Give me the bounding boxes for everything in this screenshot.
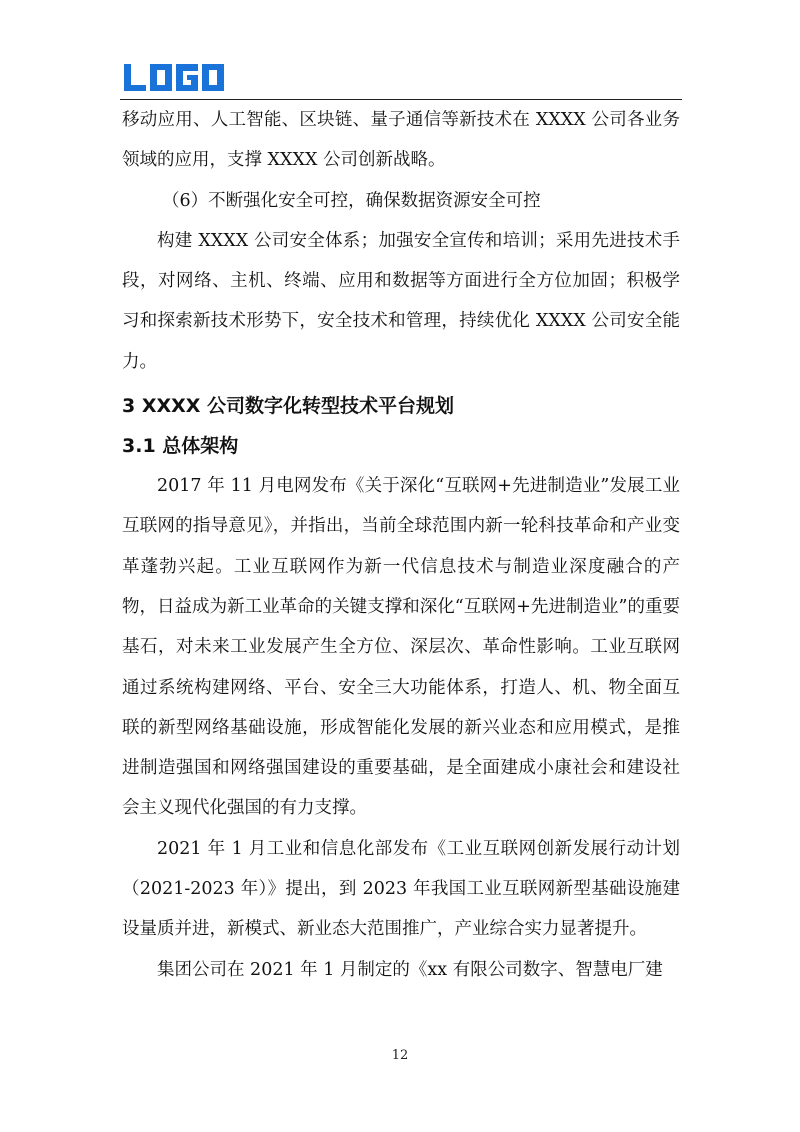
paragraph-group-company: 集团公司在 2021 年 1 月制定的《xx 有限公司数字、智慧电厂建 (157, 959, 663, 980)
document-body (122, 100, 680, 990)
paragraph-2021-plan: 2021 年 1 月工业和信息化部发布《工业互联网创新发展行动计划（2021-2023 年）》提出，到 2023 年我国工业互联网新型基础设施建设量质并进，新模式、新业态大范围推广，产业综合实力显著提升。 (122, 838, 680, 940)
section-heading-3: 3 XXXX 公司数字化转型技术平台规划 (122, 395, 455, 418)
paragraph-security: 构建 XXXX 公司安全体系；加强安全宣传和培训；采用先进技术手段，对网络、主机、终端、应用和数据等方面进行全方位加固；积极学习和探索新技术形势下，安全技术和管理，持续优化 XXXX 公司安全能力。 (122, 230, 680, 372)
logo-image (122, 58, 232, 98)
subheading-6: （6）不断强化安全可控，确保数据资源安全可控 (162, 190, 541, 211)
section-heading-3-1: 3.1 总体架构 (122, 435, 239, 458)
paragraph-2017-policy: 2017 年 11 月电网发布《关于深化“互联网+先进制造业”发展工业互联网的指导意见》，并指出，当前全球范围内新一轮科技革命和产业变革蓬勃兴起。工业互联网作为新一代信息技术与制造业深度融合的产物，日益成为新工业革命的关键支撑和深化“互联网+先进制造业”的重要基石，对未来工业发展产生全方位、深层次、革命性影响。工业互联网通过系统构建网络、平台、安全三大功能体系，打造人、机、物全面互联的新型网络基础设施，形成智能化发展的新兴业态和应用模式，是推进制造强国和网络强国建设的重要基础，是全面建成小康社会和建设社会主义现代化强国的有力支撑。 (122, 476, 680, 819)
paragraph-continuation: 移动应用、人工智能、区块链、量子通信等新技术在 XXXX 公司各业务领域的应用，支撑 XXXX 公司创新战略。 (122, 110, 680, 171)
page-number: 12 (391, 1048, 409, 1063)
